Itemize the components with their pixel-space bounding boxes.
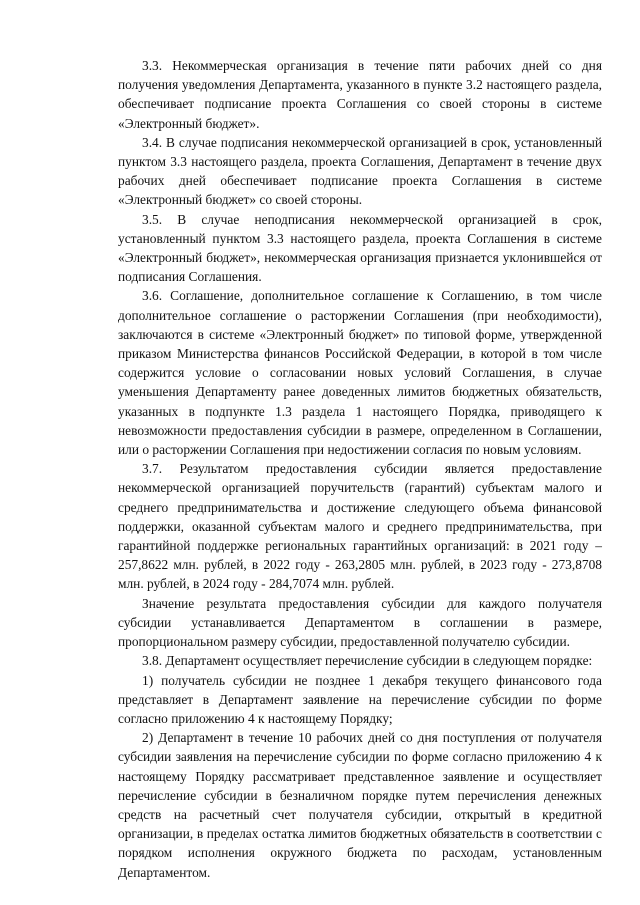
paragraph-3-3: 3.3. Некоммерческая организация в течение пяти рабочих дней со дня получения уведомления Департамента, указанного в пункте 3.2 настоящего раздела, обеспечивает подписание проекта Соглашения со своей стороны в системе «Электронный бюджет». — [118, 58, 602, 131]
paragraph-3-8-item-1: 1) получатель субсидии не позднее 1 декабря текущего финансового года представляет в Департамент заявление на перечисление субсидии по форме согласно приложению 4 к настоящему Порядку; — [118, 672, 602, 726]
paragraph-3-8: 3.8. Департамент осуществляет перечисление субсидии в следующем порядке: — [142, 653, 593, 669]
paragraph-3-5: 3.5. В случае неподписания некоммерческой организацией в срок, установленный пунктом 3.3 настоящего раздела, проекта Соглашения в системе «Электронный бюджет», некоммерческая организация признается уклонившейся от подписания Соглашения. — [118, 211, 602, 285]
document-body — [118, 56, 602, 882]
paragraph-3-7: 3.7. Результатом предоставления субсидии является предоставление некоммерческой организацией поручительств (гарантий) субъектам малого и среднего предпринимательства и достижение следующего объема финансовой поддержки, оказанной субъектам малого и среднего предпринимательства, при гарантийной поддержке региональных гарантийных организаций: в 2021 году – 257,8622 млн. рублей, в 2022 году - 263,2805 млн. рублей, в 2023 году - 273,8708 млн. рублей, в 2024 году - 284,7074 млн. рублей. — [118, 461, 602, 592]
paragraph-3-6: 3.6. Соглашение, дополнительное соглашение к Соглашению, в том числе дополнительное соглашение о расторжении Соглашения (при необходимости), заключаются в системе «Электронный бюджет» по типовой форме, утвержденной приказом Министерства финансов Российской Федерации, в которой в том числе содержится условие о согласовании новых условий Соглашения, в случае уменьшения Департаменту ранее доведенных лимитов бюджетных обязательств, указанных в подпункте 1.3 раздела 1 настоящего Порядка, приводящего к невозможности предоставления субсидии в размере, определенном в Соглашении, или о расторжении Соглашения при недостижении согласия по новым условиям. — [118, 288, 602, 458]
paragraph-3-8-item-2: 2) Департамент в течение 10 рабочих дней со дня поступления от получателя субсидии заявления на перечисление субсидии по форме согласно приложению 4 к настоящему Порядку рассматривает представленное заявление и осуществляет перечисление субсидии в безналичном порядке путем перечисления денежных средств на расчетный счет получателя субсидии, открытый в кредитной организации, в пределах остатка лимитов бюджетных обязательств в соответствии с порядком исполнения окружного бюджета по расходам, установленным Департаментом. — [118, 730, 602, 880]
paragraph-3-4: 3.4. В случае подписания некоммерческой организацией в срок, установленный пунктом 3.3 настоящего раздела, проекта Соглашения, Департамент в течение двух рабочих дней обеспечивает подписание проекта Соглашения в системе «Электронный бюджет» со своей стороны. — [118, 134, 602, 208]
paragraph-result-value: Значение результата предоставления субсидии для каждого получателя субсидии устанавливается Департаментом в соглашении в размере, пропорциональном размеру субсидии, предоставленной получателю субсидии. — [118, 595, 602, 650]
